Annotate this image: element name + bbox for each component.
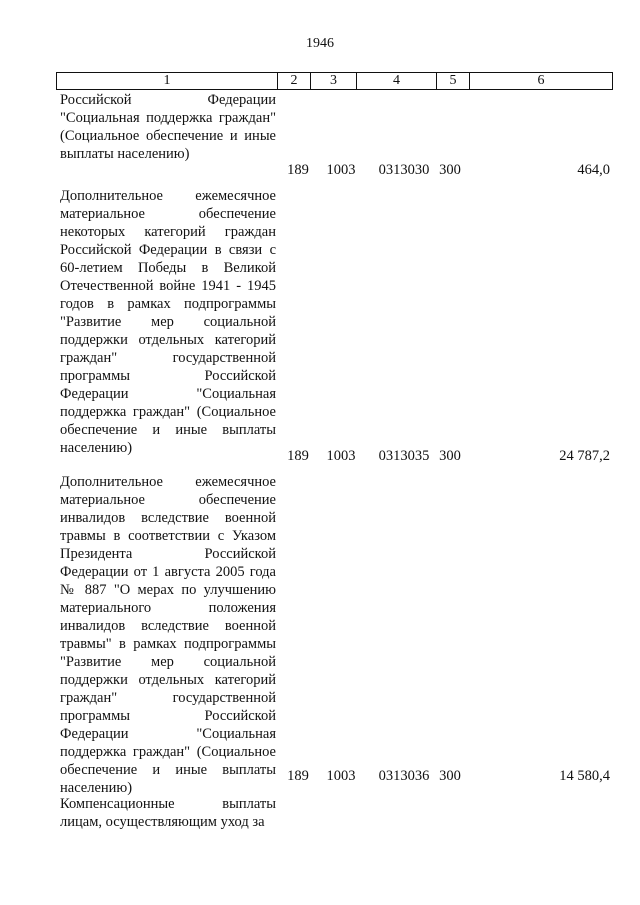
amount: 464,0 [577, 162, 610, 178]
ministry-code: 189 [287, 162, 309, 178]
section-code: 1003 [326, 448, 356, 464]
target-item-code: 0313035 [378, 448, 430, 464]
section-code: 1003 [326, 162, 356, 178]
row-description: Дополнительное ежемесячное материальное обеспечение инвалидов вследствие военной травмы в соответствии с Указом Президента Российской Федерации от 1 августа 2005 года № 887 "О мерах по улучшению материального положения инвалидов вследствие военной травмы" в рамках подпрограммы "Развитие мер социальной поддержки отдельных категорий граждан" государственной программы Российской Федерации "Социальная поддержка граждан" (Социальное обеспечение и иные выплаты населению) [60, 474, 276, 796]
column-header: 6 [470, 73, 613, 90]
row-description: Дополнительное ежемесячное материальное обеспечение некоторых категорий граждан Российской Федерации в связи с 60-летием Победы в Великой Отечественной войне 1941 - 1945 годов в рамках подпрограммы "Развитие мер социальной поддержки отдельных категорий граждан" государственной программы Российской Федерации "Социальная поддержка граждан" (Социальное обеспечение и иные выплаты населению) [60, 188, 276, 456]
expense-type-code: 300 [439, 448, 461, 464]
column-header: 3 [311, 73, 357, 90]
amount: 14 580,4 [559, 768, 610, 784]
column-header: 2 [278, 73, 311, 90]
expense-type-code: 300 [439, 768, 461, 784]
column-header: 5 [437, 73, 470, 90]
column-header: 1 [57, 73, 278, 90]
target-item-code: 0313030 [378, 162, 430, 178]
ministry-code: 189 [287, 768, 309, 784]
row-description: Компенсационные выплаты лицам, осуществляющим уход за [60, 796, 276, 830]
column-header: 4 [357, 73, 437, 90]
amount: 24 787,2 [559, 448, 610, 464]
expense-type-code: 300 [439, 162, 461, 178]
row-description: Российской Федерации "Социальная поддержка граждан" (Социальное обеспечение и иные выплаты населению) [60, 92, 276, 162]
target-item-code: 0313036 [378, 768, 430, 784]
page-number: 1946 [306, 36, 334, 51]
ministry-code: 189 [287, 448, 309, 464]
section-code: 1003 [326, 768, 356, 784]
column-header-row [57, 73, 613, 90]
column-header-table [56, 72, 613, 90]
